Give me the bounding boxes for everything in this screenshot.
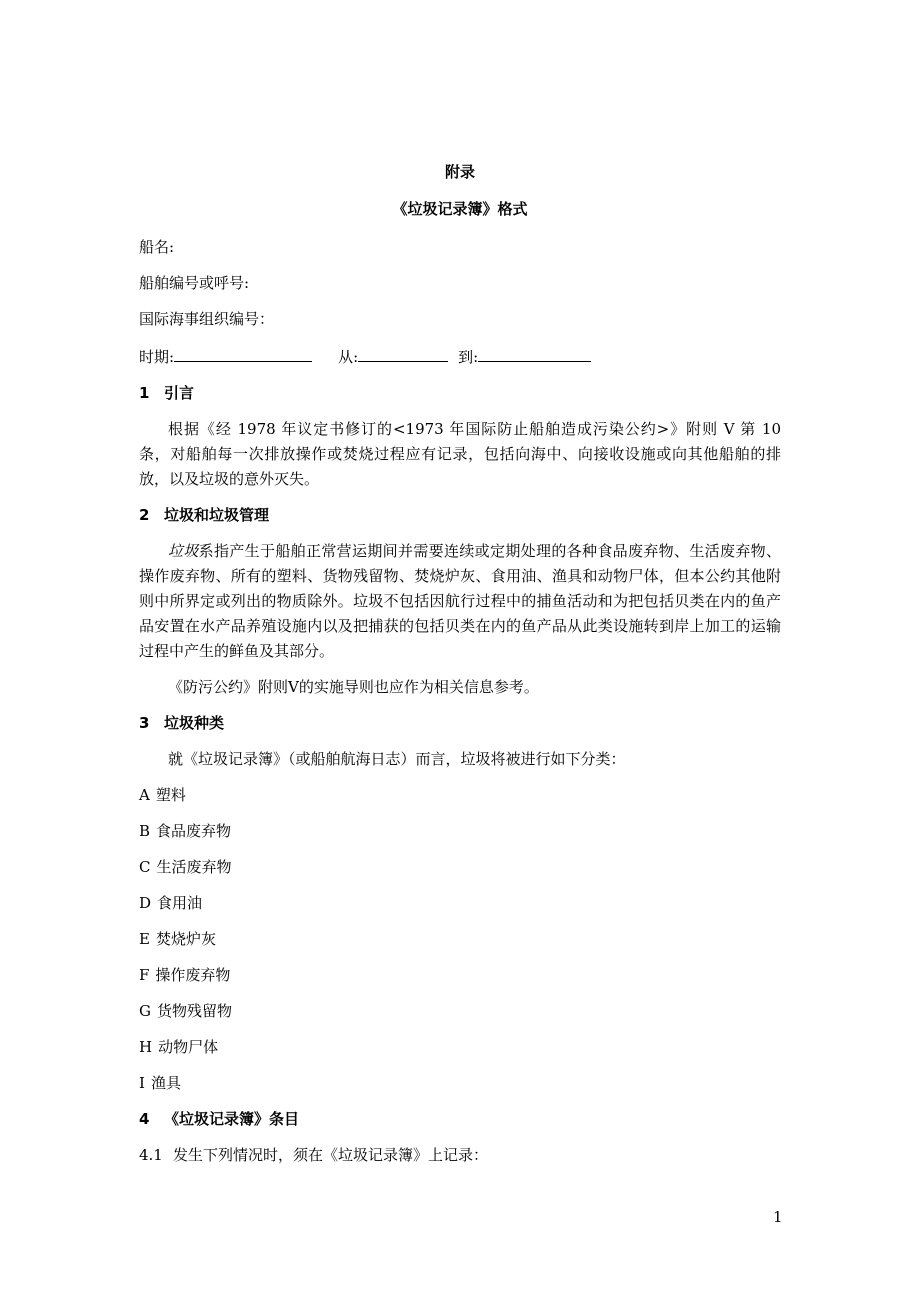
- appendix-label: 附录: [444, 163, 475, 181]
- category-letter: B: [139, 822, 151, 840]
- category-letter: I: [139, 1074, 145, 1092]
- section-3-intro: 就《垃圾记录簿》（或船舶航海日志）而言，垃圾将被进行如下分类：: [168, 750, 626, 768]
- period-blank: [174, 343, 312, 362]
- section-3-heading: [139, 711, 781, 736]
- section-1-paragraph: 根据《经 1978 年议定书修订的<1973 年国际防止船舶造成污染公约>》附则 V 第 10 条，对船舶每一次排放操作或焚烧过程应有记录，包括向海中、向接收设施或向其他船舶的排放，以及垃圾的意外灭失。: [139, 420, 781, 488]
- category-item: [139, 963, 781, 988]
- category-item: [139, 927, 781, 952]
- category-name: 食品废弃物: [156, 822, 232, 840]
- from-label: 从:: [338, 348, 359, 366]
- category-letter: G: [139, 1002, 151, 1020]
- section-4-heading: [139, 1107, 781, 1132]
- ship-name-field: 船名:: [139, 238, 175, 256]
- period-label: 时期:: [139, 348, 175, 366]
- category-item: [139, 783, 781, 808]
- subsection-4-1: [139, 1143, 781, 1168]
- category-letter: H: [139, 1038, 153, 1056]
- garbage-term: 垃圾: [168, 542, 199, 560]
- garbage-definition: 系指产生于船舶正常营运期间并需要连续或定期处理的各种食品废弃物、生活废弃物、操作废弃物、所有的塑料、货物残留物、焚烧炉灰、食用油、渔具和动物尸体，但本公约其他附则中所界定或列出的物质除外。垃圾不包括因航行过程中的捕鱼活动和为把包括贝类在内的鱼产品安置在水产品养殖设施内以及把捕获的包括贝类在内的鱼产品从此类设施转到岸上加工的运输过程中产生的鲜鱼及其部分。: [139, 542, 781, 660]
- section-4-title: 《垃圾记录簿》条目: [164, 1110, 300, 1128]
- category-letter: C: [139, 858, 151, 876]
- category-letter: A: [139, 786, 150, 804]
- period-line: [139, 343, 781, 370]
- category-name: 焚烧炉灰: [155, 930, 216, 948]
- section-2-paragraph: [139, 539, 781, 664]
- category-name: 塑料: [155, 786, 186, 804]
- from-blank: [358, 343, 448, 362]
- subsection-4-1-number: 4.1: [139, 1146, 163, 1164]
- section-1-number: 1: [139, 384, 150, 402]
- section-1-heading: [139, 381, 781, 406]
- page-number: 1: [773, 1208, 783, 1226]
- category-item: [139, 855, 781, 880]
- to-blank: [478, 343, 591, 362]
- category-item: [139, 999, 781, 1024]
- category-letter: F: [139, 966, 150, 984]
- section-2-heading: [139, 503, 781, 528]
- category-name: 操作废弃物: [155, 966, 231, 984]
- section-1-title: 引言: [164, 384, 195, 402]
- category-item: [139, 1071, 781, 1096]
- section-2-number: 2: [139, 506, 150, 524]
- document-body: [139, 160, 781, 1168]
- category-name: 食用油: [157, 894, 203, 912]
- category-item: [139, 819, 781, 844]
- category-name: 生活废弃物: [156, 858, 232, 876]
- category-item: [139, 891, 781, 916]
- section-3-title: 垃圾种类: [164, 714, 225, 732]
- category-item: [139, 1035, 781, 1060]
- section-3-number: 3: [139, 714, 150, 732]
- section-4-number: 4: [139, 1110, 150, 1128]
- to-label: 到:: [458, 348, 479, 366]
- category-letter: D: [139, 894, 152, 912]
- imo-number-field: 国际海事组织编号：: [139, 310, 275, 328]
- category-letter: E: [139, 930, 150, 948]
- category-name: 渔具: [150, 1074, 181, 1092]
- section-2-title: 垃圾和垃圾管理: [164, 506, 270, 524]
- category-name: 货物残留物: [156, 1002, 232, 1020]
- subsection-4-1-text: 发生下列情况时，须在《垃圾记录簿》上记录：: [173, 1146, 489, 1164]
- category-name: 动物尸体: [158, 1038, 219, 1056]
- ship-number-field: 船舶编号或呼号:: [139, 274, 250, 292]
- section-2-paragraph-2: 《防污公约》附则V的实施导则也应作为相关信息参考。: [168, 678, 539, 696]
- form-title: 《垃圾记录簿》格式: [392, 200, 528, 218]
